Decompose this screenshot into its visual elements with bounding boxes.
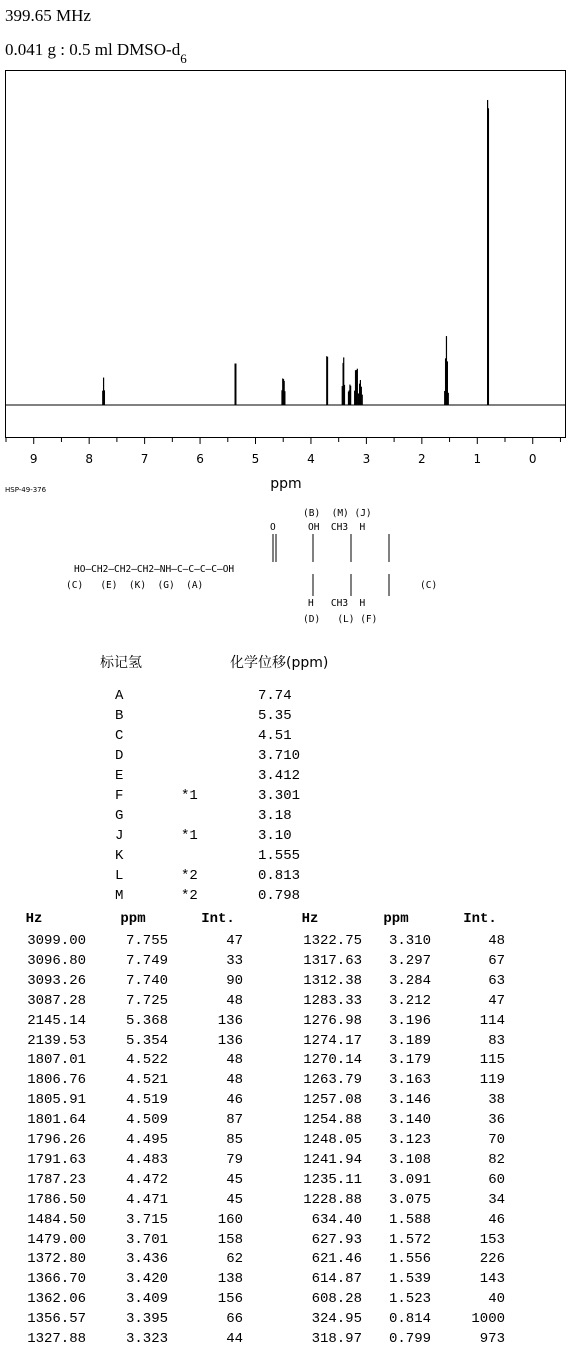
peak-ppm: 1.523: [388, 1291, 431, 1308]
assignment-col-label: 标记氢: [100, 655, 142, 671]
peak-table-header: ppm: [383, 911, 409, 927]
assignment-shift: 3.710: [258, 748, 301, 764]
structure-right-label: (C): [420, 580, 438, 591]
peak-ppm: 1.588: [388, 1211, 431, 1228]
peak-ppm: 5.368: [125, 1012, 168, 1029]
peak-hz: 3099.00: [27, 933, 86, 949]
peak-hz: 634.40: [311, 1211, 362, 1228]
peak-table-row: [0, 1331, 570, 1349]
peak-table-row: [0, 973, 570, 991]
chemical-structure: [60, 508, 460, 638]
peak-hz: 1484.50: [27, 1211, 86, 1228]
peak-hz: 1317.63: [303, 952, 362, 969]
peak-ppm: 1.572: [388, 1231, 431, 1248]
assignment-note: *1: [181, 788, 198, 804]
peak-ppm: 4.522: [125, 1052, 168, 1069]
peak-ppm: 3.075: [388, 1191, 431, 1208]
assignment-row: [0, 786, 570, 806]
peak-table-row: [0, 1251, 570, 1269]
peak-ppm: 3.420: [125, 1271, 168, 1288]
peak-intensity: 153: [479, 1231, 505, 1248]
assignment-label: K: [115, 848, 124, 864]
spectrum-code: HSP-49-376: [5, 486, 47, 494]
peak-ppm: 4.483: [125, 1151, 168, 1168]
peak-ppm: 7.755: [125, 933, 168, 949]
peak-ppm: 3.715: [125, 1211, 168, 1228]
peak-table-header: Hz: [25, 911, 43, 927]
assignment-shift: 4.51: [258, 728, 292, 744]
peak-hz: 2139.53: [27, 1032, 86, 1049]
peak-intensity: 90: [226, 972, 243, 989]
sample-subscript: 6: [180, 51, 187, 67]
assignment-shift: 5.35: [258, 708, 292, 724]
peak-intensity: 136: [217, 1012, 243, 1029]
peak-table-row: [0, 1291, 570, 1309]
x-tick-label: 5: [251, 452, 260, 466]
x-tick-label: 9: [29, 452, 38, 466]
peak-hz: 1805.91: [27, 1092, 86, 1109]
peak-table-row: [0, 1052, 570, 1070]
peak-ppm: 3.323: [125, 1331, 168, 1347]
peak-ppm: 3.140: [388, 1112, 431, 1129]
peak-hz: 3096.80: [27, 952, 86, 969]
assignment-shift: 1.555: [258, 848, 301, 864]
assignment-note: *2: [181, 868, 198, 884]
x-tick-label: 7: [140, 452, 149, 466]
peak-intensity: 47: [226, 933, 243, 949]
x-tick-label: 4: [307, 452, 315, 466]
assignment-row: [0, 886, 570, 906]
peak-ppm: 1.539: [388, 1271, 431, 1288]
peak-ppm: 3.163: [388, 1072, 431, 1089]
peak-intensity: 66: [226, 1311, 243, 1328]
x-tick-label: 2: [418, 452, 426, 466]
peak-ppm: 1.556: [388, 1251, 431, 1268]
peak-intensity: 33: [226, 952, 243, 969]
peak-hz: 1228.88: [303, 1191, 362, 1208]
assignment-note: *1: [181, 828, 198, 844]
assignment-label: A: [115, 688, 124, 704]
assignment-row: [0, 766, 570, 786]
peak-intensity: 973: [479, 1331, 505, 1347]
assignment-col-shift: 化学位移(ppm): [230, 655, 329, 671]
peak-intensity: 67: [488, 952, 505, 969]
peak-intensity: 38: [488, 1092, 505, 1109]
peak-table-row: [0, 1232, 570, 1250]
peak-hz: 3087.28: [27, 992, 86, 1009]
peak-intensity: 1000: [471, 1311, 505, 1328]
assignment-label: G: [115, 808, 124, 824]
peak-hz: 1786.50: [27, 1191, 86, 1208]
assignment-row: [0, 746, 570, 766]
peak-intensity: 156: [217, 1291, 243, 1308]
x-axis-label: ppm: [270, 476, 302, 492]
peak-ppm: 7.740: [125, 972, 168, 989]
peak-hz: 1241.94: [303, 1151, 362, 1168]
peak-table-row: [0, 953, 570, 971]
peak-hz: 1312.38: [303, 972, 362, 989]
peak-hz: 1263.79: [303, 1072, 362, 1089]
peak-intensity: 46: [488, 1211, 505, 1228]
peak-intensity: 45: [226, 1191, 243, 1208]
assignment-shift: 3.10: [258, 828, 292, 844]
peak-ppm: 3.212: [388, 992, 431, 1009]
peak-intensity: 63: [488, 972, 505, 989]
peak-ppm: 3.189: [388, 1032, 431, 1049]
peak-hz: 1274.17: [303, 1032, 362, 1049]
assignment-row: [0, 866, 570, 886]
peak-ppm: 3.091: [388, 1171, 431, 1188]
peak-ppm: 3.108: [388, 1151, 431, 1168]
structure-lower-substituents: H CH3 H: [308, 598, 366, 609]
peak-ppm: 0.814: [388, 1311, 431, 1328]
peak-ppm: 3.146: [388, 1092, 431, 1109]
peak-intensity: 48: [226, 1072, 243, 1089]
peak-intensity: 48: [226, 1052, 243, 1069]
peak-table-row: [0, 1271, 570, 1289]
peak-ppm: 0.799: [388, 1331, 431, 1347]
peak-hz: 608.28: [311, 1291, 362, 1308]
peak-ppm: 4.495: [125, 1132, 168, 1148]
assignment-row: [0, 806, 570, 826]
peak-intensity: 143: [479, 1271, 505, 1288]
assignment-label: L: [115, 868, 124, 884]
peak-ppm: 3.297: [388, 952, 431, 969]
peak-hz: 1806.76: [27, 1072, 86, 1089]
peak-hz: 1807.01: [27, 1052, 86, 1069]
peak-hz: 627.93: [311, 1231, 362, 1248]
peak-hz: 1372.80: [27, 1251, 86, 1268]
peak-hz: 1787.23: [27, 1171, 86, 1188]
peak-hz: 1254.88: [303, 1112, 362, 1129]
peak-table-row: [0, 1311, 570, 1329]
structure-top-labels: (B) (M) (J): [303, 508, 372, 519]
peak-hz: 614.87: [311, 1271, 362, 1288]
peak-table-row: [0, 1192, 570, 1210]
peak-hz: 1276.98: [303, 1012, 362, 1029]
assignment-row: [0, 706, 570, 726]
peak-hz: 1791.63: [27, 1151, 86, 1168]
peak-ppm: 5.354: [125, 1032, 168, 1049]
assignment-label: C: [115, 728, 124, 744]
peak-ppm: 3.123: [388, 1132, 431, 1148]
peak-table-header: Int.: [463, 911, 497, 927]
peak-table-row: [0, 1212, 570, 1230]
peak-ppm: 3.395: [125, 1311, 168, 1328]
peak-ppm: 7.725: [125, 992, 168, 1009]
assignment-shift: 3.412: [258, 768, 301, 784]
peak-intensity: 44: [226, 1331, 243, 1347]
peak-intensity: 226: [479, 1251, 505, 1268]
peak-hz: 1322.75: [303, 933, 362, 949]
peak-hz: 621.46: [311, 1251, 362, 1268]
assignment-label: B: [115, 708, 124, 724]
peak-intensity: 46: [226, 1092, 243, 1109]
x-tick-label: 0: [528, 452, 537, 466]
assignment-shift: 3.18: [258, 808, 292, 824]
assignment-shift: 0.798: [258, 888, 301, 904]
peak-table-row: [0, 1172, 570, 1190]
peak-table-header: ppm: [120, 911, 146, 927]
peak-intensity: 70: [488, 1132, 505, 1148]
structure-upper-substituents: OH CH3 H: [308, 522, 366, 533]
assignment-row: [0, 726, 570, 746]
assignment-label: J: [115, 828, 124, 844]
peak-table-row: [0, 1152, 570, 1170]
peak-intensity: 87: [226, 1112, 243, 1129]
peak-table-row: [0, 1092, 570, 1110]
peak-table-row: [0, 1033, 570, 1051]
peak-intensity: 79: [226, 1151, 243, 1168]
peak-table-row: [0, 933, 570, 951]
assignment-row: [0, 846, 570, 866]
nmr-spectrum-chart: [0, 0, 570, 480]
peak-intensity: 34: [488, 1191, 505, 1208]
peak-intensity: 36: [488, 1112, 505, 1129]
peak-ppm: 3.179: [388, 1052, 431, 1069]
peak-hz: 1796.26: [27, 1132, 86, 1148]
peak-ppm: 4.509: [125, 1112, 168, 1129]
peak-hz: 1235.11: [303, 1171, 362, 1188]
peak-hz: 318.97: [311, 1331, 362, 1347]
peak-table-row: [0, 1112, 570, 1130]
peak-table-row: [0, 1013, 570, 1031]
peak-ppm: 4.519: [125, 1092, 168, 1109]
peak-ppm: 3.310: [388, 933, 431, 949]
peak-hz: 1801.64: [27, 1112, 86, 1129]
assignment-shift: 0.813: [258, 868, 301, 884]
peak-ppm: 3.284: [388, 972, 431, 989]
assignment-label: M: [115, 888, 124, 904]
peak-ppm: 3.409: [125, 1291, 168, 1308]
x-tick-label: 1: [473, 452, 482, 466]
peak-intensity: 119: [479, 1072, 505, 1089]
peak-intensity: 82: [488, 1151, 505, 1168]
structure-carbonyl-o: O: [270, 522, 276, 533]
peak-ppm: 4.471: [125, 1191, 168, 1208]
peak-ppm: 7.749: [125, 952, 168, 969]
structure-main-chain: HO—CH2—CH2—CH2—NH—C—C—C—C—OH: [74, 564, 235, 575]
sample-text: 0.041 g : 0.5 ml DMSO-d: [5, 40, 181, 59]
peak-table-row: [0, 1072, 570, 1090]
peak-intensity: 40: [488, 1291, 505, 1308]
peak-intensity: 47: [488, 992, 505, 1009]
peak-hz: 1366.70: [27, 1271, 86, 1288]
peak-intensity: 85: [226, 1132, 243, 1148]
peak-table-row: [0, 1132, 570, 1150]
assignment-row: [0, 686, 570, 706]
peak-intensity: 136: [217, 1032, 243, 1049]
assignment-label: F: [115, 788, 124, 804]
peak-intensity: 114: [479, 1012, 505, 1029]
peak-hz: 1362.06: [27, 1291, 86, 1308]
peak-hz: 1248.05: [303, 1132, 362, 1148]
assignment-shift: 3.301: [258, 788, 301, 804]
peak-hz: 1327.88: [27, 1331, 86, 1347]
peak-hz: 1283.33: [303, 992, 362, 1009]
peak-table-row: [0, 993, 570, 1011]
structure-left-labels: (C) (E) (K) (G) (A): [66, 580, 204, 591]
peak-intensity: 62: [226, 1251, 243, 1268]
peak-intensity: 160: [217, 1211, 243, 1228]
peak-hz: 2145.14: [27, 1012, 86, 1029]
peak-hz: 3093.26: [27, 972, 86, 989]
assignment-shift: 7.74: [258, 688, 292, 704]
peak-intensity: 45: [226, 1171, 243, 1188]
assignment-label: E: [115, 768, 124, 784]
peak-intensity: 158: [217, 1231, 243, 1248]
peak-hz: 324.95: [311, 1311, 362, 1328]
peak-hz: 1257.08: [303, 1092, 362, 1109]
peak-hz: 1356.57: [27, 1311, 86, 1328]
peak-intensity: 48: [226, 992, 243, 1009]
peak-intensity: 115: [479, 1052, 505, 1069]
peak-intensity: 138: [217, 1271, 243, 1288]
peak-intensity: 60: [488, 1171, 505, 1188]
spectrometer-frequency: 399.65 MHz: [5, 6, 91, 25]
x-tick-label: 6: [196, 452, 204, 466]
assignment-label: D: [115, 748, 124, 764]
x-tick-label: 3: [362, 452, 371, 466]
peak-ppm: 3.436: [125, 1251, 168, 1268]
assignment-note: *2: [181, 888, 198, 904]
peak-hz: 1479.00: [27, 1231, 86, 1248]
structure-bottom-labels: (D) (L) (F): [303, 614, 378, 625]
peak-table-header: Hz: [301, 911, 319, 927]
peak-intensity: 48: [488, 933, 505, 949]
peak-ppm: 3.701: [125, 1231, 168, 1248]
peak-ppm: 4.472: [125, 1171, 168, 1188]
peak-table-header: Int.: [201, 911, 235, 927]
peak-ppm: 4.521: [125, 1072, 168, 1089]
peak-ppm: 3.196: [388, 1012, 431, 1029]
x-tick-label: 8: [85, 452, 93, 466]
peak-intensity: 83: [488, 1032, 505, 1049]
assignment-row: [0, 826, 570, 846]
peak-hz: 1270.14: [303, 1052, 362, 1069]
